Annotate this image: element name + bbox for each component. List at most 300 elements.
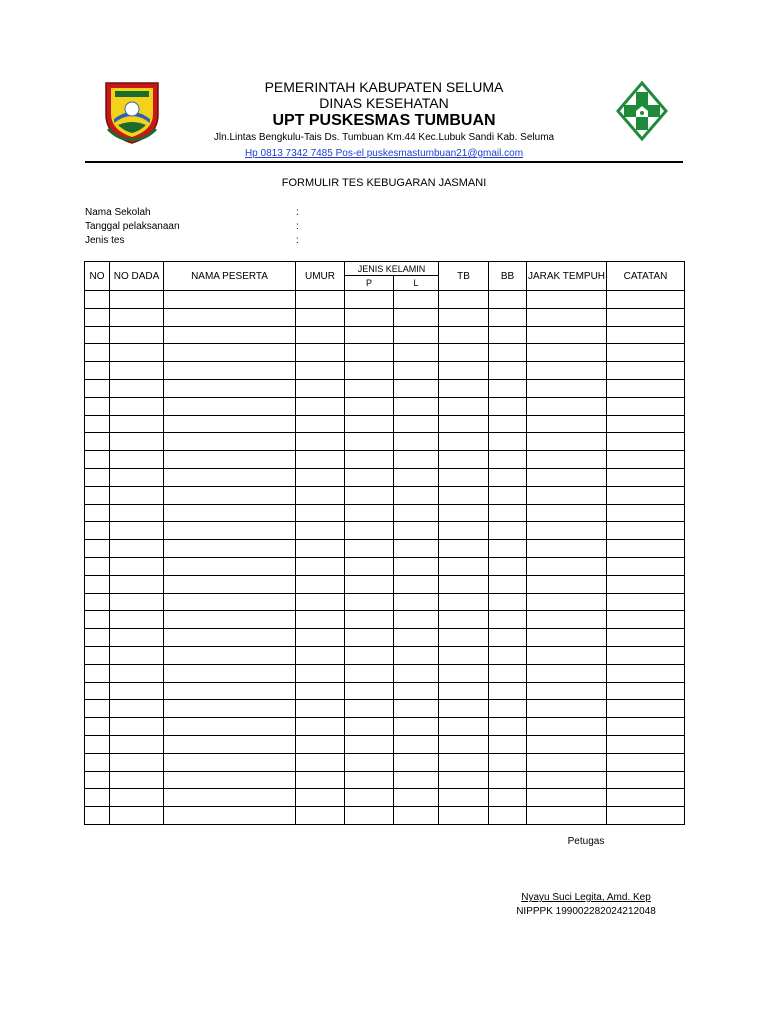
table-cell[interactable] xyxy=(607,629,685,647)
table-cell[interactable] xyxy=(394,451,439,469)
table-cell[interactable] xyxy=(607,807,685,825)
table-cell[interactable] xyxy=(85,540,110,558)
table-cell[interactable] xyxy=(607,664,685,682)
table-cell[interactable] xyxy=(85,753,110,771)
table-cell[interactable] xyxy=(85,379,110,397)
table-cell[interactable] xyxy=(164,522,296,540)
table-cell[interactable] xyxy=(110,611,164,629)
table-cell[interactable] xyxy=(394,415,439,433)
table-cell[interactable] xyxy=(345,789,394,807)
table-cell[interactable] xyxy=(527,807,607,825)
table-cell[interactable] xyxy=(110,753,164,771)
table-cell[interactable] xyxy=(394,522,439,540)
table-cell[interactable] xyxy=(345,522,394,540)
table-cell[interactable] xyxy=(607,433,685,451)
table-cell[interactable] xyxy=(527,646,607,664)
table-cell[interactable] xyxy=(110,664,164,682)
table-cell[interactable] xyxy=(345,735,394,753)
table-cell[interactable] xyxy=(164,397,296,415)
table-cell[interactable] xyxy=(527,611,607,629)
table-cell[interactable] xyxy=(296,415,345,433)
table-cell[interactable] xyxy=(607,557,685,575)
table-cell[interactable] xyxy=(394,291,439,309)
table-cell[interactable] xyxy=(110,718,164,736)
table-cell[interactable] xyxy=(85,486,110,504)
table-cell[interactable] xyxy=(439,807,489,825)
table-cell[interactable] xyxy=(439,397,489,415)
table-cell[interactable] xyxy=(489,522,527,540)
table-cell[interactable] xyxy=(345,379,394,397)
table-cell[interactable] xyxy=(489,486,527,504)
table-cell[interactable] xyxy=(439,753,489,771)
table-cell[interactable] xyxy=(164,540,296,558)
table-cell[interactable] xyxy=(607,682,685,700)
table-cell[interactable] xyxy=(296,807,345,825)
table-cell[interactable] xyxy=(439,486,489,504)
table-cell[interactable] xyxy=(489,397,527,415)
table-cell[interactable] xyxy=(345,753,394,771)
table-cell[interactable] xyxy=(489,575,527,593)
table-cell[interactable] xyxy=(489,718,527,736)
table-cell[interactable] xyxy=(164,789,296,807)
header-contact-link[interactable]: Hp 0813 7342 7485 Pos-el puskesmastumbuan21@gmail.com xyxy=(244,148,524,159)
table-cell[interactable] xyxy=(489,540,527,558)
table-cell[interactable] xyxy=(394,807,439,825)
table-cell[interactable] xyxy=(110,771,164,789)
table-cell[interactable] xyxy=(489,789,527,807)
table-cell[interactable] xyxy=(607,789,685,807)
table-cell[interactable] xyxy=(607,700,685,718)
table-cell[interactable] xyxy=(296,771,345,789)
table-cell[interactable] xyxy=(164,344,296,362)
table-cell[interactable] xyxy=(85,682,110,700)
table-cell[interactable] xyxy=(439,789,489,807)
table-cell[interactable] xyxy=(164,593,296,611)
table-cell[interactable] xyxy=(296,504,345,522)
table-cell[interactable] xyxy=(527,682,607,700)
table-cell[interactable] xyxy=(489,771,527,789)
table-cell[interactable] xyxy=(85,611,110,629)
table-cell[interactable] xyxy=(489,504,527,522)
table-cell[interactable] xyxy=(607,735,685,753)
table-cell[interactable] xyxy=(85,522,110,540)
table-cell[interactable] xyxy=(527,504,607,522)
table-cell[interactable] xyxy=(394,486,439,504)
table-cell[interactable] xyxy=(164,611,296,629)
table-cell[interactable] xyxy=(439,291,489,309)
table-cell[interactable] xyxy=(489,326,527,344)
table-cell[interactable] xyxy=(296,362,345,380)
table-cell[interactable] xyxy=(607,468,685,486)
table-cell[interactable] xyxy=(607,415,685,433)
table-cell[interactable] xyxy=(110,344,164,362)
table-cell[interactable] xyxy=(527,291,607,309)
table-cell[interactable] xyxy=(164,700,296,718)
table-cell[interactable] xyxy=(85,735,110,753)
table-cell[interactable] xyxy=(394,789,439,807)
table-cell[interactable] xyxy=(110,433,164,451)
table-cell[interactable] xyxy=(85,344,110,362)
table-cell[interactable] xyxy=(439,468,489,486)
table-cell[interactable] xyxy=(489,308,527,326)
table-cell[interactable] xyxy=(85,308,110,326)
table-cell[interactable] xyxy=(164,486,296,504)
table-cell[interactable] xyxy=(527,451,607,469)
table-cell[interactable] xyxy=(607,308,685,326)
table-cell[interactable] xyxy=(607,486,685,504)
table-cell[interactable] xyxy=(439,540,489,558)
table-cell[interactable] xyxy=(527,362,607,380)
table-cell[interactable] xyxy=(296,379,345,397)
table-cell[interactable] xyxy=(489,291,527,309)
table-cell[interactable] xyxy=(296,718,345,736)
table-cell[interactable] xyxy=(296,557,345,575)
table-cell[interactable] xyxy=(85,504,110,522)
table-cell[interactable] xyxy=(439,735,489,753)
table-cell[interactable] xyxy=(85,415,110,433)
table-cell[interactable] xyxy=(345,664,394,682)
table-cell[interactable] xyxy=(164,326,296,344)
table-cell[interactable] xyxy=(527,415,607,433)
table-cell[interactable] xyxy=(607,451,685,469)
table-cell[interactable] xyxy=(394,397,439,415)
table-cell[interactable] xyxy=(394,753,439,771)
table-cell[interactable] xyxy=(164,753,296,771)
table-cell[interactable] xyxy=(439,629,489,647)
table-cell[interactable] xyxy=(439,718,489,736)
table-cell[interactable] xyxy=(527,789,607,807)
table-cell[interactable] xyxy=(345,486,394,504)
table-cell[interactable] xyxy=(439,433,489,451)
table-cell[interactable] xyxy=(527,753,607,771)
table-cell[interactable] xyxy=(439,504,489,522)
table-cell[interactable] xyxy=(489,468,527,486)
table-cell[interactable] xyxy=(164,629,296,647)
table-cell[interactable] xyxy=(164,291,296,309)
table-cell[interactable] xyxy=(345,557,394,575)
table-cell[interactable] xyxy=(345,718,394,736)
table-cell[interactable] xyxy=(439,362,489,380)
table-cell[interactable] xyxy=(164,433,296,451)
table-cell[interactable] xyxy=(110,451,164,469)
table-cell[interactable] xyxy=(527,718,607,736)
table-cell[interactable] xyxy=(345,593,394,611)
table-cell[interactable] xyxy=(110,700,164,718)
table-cell[interactable] xyxy=(345,682,394,700)
table-cell[interactable] xyxy=(85,771,110,789)
table-cell[interactable] xyxy=(394,468,439,486)
table-cell[interactable] xyxy=(394,664,439,682)
table-cell[interactable] xyxy=(527,326,607,344)
table-cell[interactable] xyxy=(110,593,164,611)
table-cell[interactable] xyxy=(527,629,607,647)
table-cell[interactable] xyxy=(527,433,607,451)
table-cell[interactable] xyxy=(394,344,439,362)
table-cell[interactable] xyxy=(296,486,345,504)
table-cell[interactable] xyxy=(527,735,607,753)
table-cell[interactable] xyxy=(394,682,439,700)
table-cell[interactable] xyxy=(394,433,439,451)
table-cell[interactable] xyxy=(345,575,394,593)
table-cell[interactable] xyxy=(489,664,527,682)
table-cell[interactable] xyxy=(489,344,527,362)
table-cell[interactable] xyxy=(164,362,296,380)
table-cell[interactable] xyxy=(439,326,489,344)
table-cell[interactable] xyxy=(164,308,296,326)
table-cell[interactable] xyxy=(85,593,110,611)
table-cell[interactable] xyxy=(607,326,685,344)
table-cell[interactable] xyxy=(296,611,345,629)
table-cell[interactable] xyxy=(345,468,394,486)
table-cell[interactable] xyxy=(489,735,527,753)
table-cell[interactable] xyxy=(489,682,527,700)
table-cell[interactable] xyxy=(394,379,439,397)
table-cell[interactable] xyxy=(110,807,164,825)
table-cell[interactable] xyxy=(439,415,489,433)
table-cell[interactable] xyxy=(110,308,164,326)
table-cell[interactable] xyxy=(527,664,607,682)
table-cell[interactable] xyxy=(164,664,296,682)
table-cell[interactable] xyxy=(607,771,685,789)
table-cell[interactable] xyxy=(607,646,685,664)
table-cell[interactable] xyxy=(85,433,110,451)
table-cell[interactable] xyxy=(85,557,110,575)
table-cell[interactable] xyxy=(489,362,527,380)
table-cell[interactable] xyxy=(164,646,296,664)
table-cell[interactable] xyxy=(296,344,345,362)
table-cell[interactable] xyxy=(164,718,296,736)
table-cell[interactable] xyxy=(607,291,685,309)
table-cell[interactable] xyxy=(110,415,164,433)
table-cell[interactable] xyxy=(489,593,527,611)
table-cell[interactable] xyxy=(527,557,607,575)
table-cell[interactable] xyxy=(439,646,489,664)
table-cell[interactable] xyxy=(345,646,394,664)
table-cell[interactable] xyxy=(85,397,110,415)
table-cell[interactable] xyxy=(296,682,345,700)
table-cell[interactable] xyxy=(110,504,164,522)
table-cell[interactable] xyxy=(439,700,489,718)
table-cell[interactable] xyxy=(439,557,489,575)
table-cell[interactable] xyxy=(527,771,607,789)
table-cell[interactable] xyxy=(85,326,110,344)
table-cell[interactable] xyxy=(164,415,296,433)
table-cell[interactable] xyxy=(394,735,439,753)
table-cell[interactable] xyxy=(85,451,110,469)
table-cell[interactable] xyxy=(85,789,110,807)
table-cell[interactable] xyxy=(439,451,489,469)
table-cell[interactable] xyxy=(296,646,345,664)
table-cell[interactable] xyxy=(296,700,345,718)
table-cell[interactable] xyxy=(439,664,489,682)
table-cell[interactable] xyxy=(110,468,164,486)
table-cell[interactable] xyxy=(607,522,685,540)
table-cell[interactable] xyxy=(394,504,439,522)
table-cell[interactable] xyxy=(607,575,685,593)
table-cell[interactable] xyxy=(296,593,345,611)
table-cell[interactable] xyxy=(345,291,394,309)
table-cell[interactable] xyxy=(345,308,394,326)
table-cell[interactable] xyxy=(296,468,345,486)
table-cell[interactable] xyxy=(527,308,607,326)
table-cell[interactable] xyxy=(527,486,607,504)
table-cell[interactable] xyxy=(607,344,685,362)
table-cell[interactable] xyxy=(394,611,439,629)
table-cell[interactable] xyxy=(394,308,439,326)
table-cell[interactable] xyxy=(85,807,110,825)
table-cell[interactable] xyxy=(296,308,345,326)
table-cell[interactable] xyxy=(164,575,296,593)
table-cell[interactable] xyxy=(164,807,296,825)
table-cell[interactable] xyxy=(394,629,439,647)
table-cell[interactable] xyxy=(439,522,489,540)
table-cell[interactable] xyxy=(85,700,110,718)
table-cell[interactable] xyxy=(296,291,345,309)
table-cell[interactable] xyxy=(85,291,110,309)
table-cell[interactable] xyxy=(164,451,296,469)
table-cell[interactable] xyxy=(110,540,164,558)
table-cell[interactable] xyxy=(607,504,685,522)
table-cell[interactable] xyxy=(527,344,607,362)
table-cell[interactable] xyxy=(85,629,110,647)
table-cell[interactable] xyxy=(110,522,164,540)
table-cell[interactable] xyxy=(345,611,394,629)
table-cell[interactable] xyxy=(296,753,345,771)
table-cell[interactable] xyxy=(296,540,345,558)
table-cell[interactable] xyxy=(345,344,394,362)
table-cell[interactable] xyxy=(296,629,345,647)
table-cell[interactable] xyxy=(345,540,394,558)
table-cell[interactable] xyxy=(110,379,164,397)
table-cell[interactable] xyxy=(527,593,607,611)
table-cell[interactable] xyxy=(439,344,489,362)
table-cell[interactable] xyxy=(439,611,489,629)
table-cell[interactable] xyxy=(607,753,685,771)
table-cell[interactable] xyxy=(296,433,345,451)
table-cell[interactable] xyxy=(110,735,164,753)
table-cell[interactable] xyxy=(164,379,296,397)
table-cell[interactable] xyxy=(489,646,527,664)
table-cell[interactable] xyxy=(345,451,394,469)
table-cell[interactable] xyxy=(527,540,607,558)
table-cell[interactable] xyxy=(110,362,164,380)
table-cell[interactable] xyxy=(439,593,489,611)
table-cell[interactable] xyxy=(394,575,439,593)
table-cell[interactable] xyxy=(607,593,685,611)
table-cell[interactable] xyxy=(345,700,394,718)
table-cell[interactable] xyxy=(527,522,607,540)
table-cell[interactable] xyxy=(110,486,164,504)
table-cell[interactable] xyxy=(394,718,439,736)
table-cell[interactable] xyxy=(345,504,394,522)
table-cell[interactable] xyxy=(607,611,685,629)
table-cell[interactable] xyxy=(489,629,527,647)
table-cell[interactable] xyxy=(85,664,110,682)
table-cell[interactable] xyxy=(394,646,439,664)
table-cell[interactable] xyxy=(110,646,164,664)
table-cell[interactable] xyxy=(489,415,527,433)
table-cell[interactable] xyxy=(439,308,489,326)
table-cell[interactable] xyxy=(85,362,110,380)
table-cell[interactable] xyxy=(110,557,164,575)
table-cell[interactable] xyxy=(296,735,345,753)
table-cell[interactable] xyxy=(164,735,296,753)
table-cell[interactable] xyxy=(110,789,164,807)
table-cell[interactable] xyxy=(489,700,527,718)
table-cell[interactable] xyxy=(110,397,164,415)
table-cell[interactable] xyxy=(85,468,110,486)
table-cell[interactable] xyxy=(489,753,527,771)
table-cell[interactable] xyxy=(345,362,394,380)
table-cell[interactable] xyxy=(296,664,345,682)
table-cell[interactable] xyxy=(439,682,489,700)
table-cell[interactable] xyxy=(489,433,527,451)
table-cell[interactable] xyxy=(110,291,164,309)
table-cell[interactable] xyxy=(345,629,394,647)
table-cell[interactable] xyxy=(345,807,394,825)
table-cell[interactable] xyxy=(439,379,489,397)
table-cell[interactable] xyxy=(394,362,439,380)
table-cell[interactable] xyxy=(394,557,439,575)
table-cell[interactable] xyxy=(607,379,685,397)
table-cell[interactable] xyxy=(607,362,685,380)
table-cell[interactable] xyxy=(85,646,110,664)
table-cell[interactable] xyxy=(607,540,685,558)
table-cell[interactable] xyxy=(489,557,527,575)
table-cell[interactable] xyxy=(85,575,110,593)
table-cell[interactable] xyxy=(345,397,394,415)
table-cell[interactable] xyxy=(489,451,527,469)
table-cell[interactable] xyxy=(164,771,296,789)
table-cell[interactable] xyxy=(85,718,110,736)
table-cell[interactable] xyxy=(164,682,296,700)
table-cell[interactable] xyxy=(110,629,164,647)
table-cell[interactable] xyxy=(345,433,394,451)
table-cell[interactable] xyxy=(489,807,527,825)
table-cell[interactable] xyxy=(489,379,527,397)
table-cell[interactable] xyxy=(527,575,607,593)
table-cell[interactable] xyxy=(110,575,164,593)
table-cell[interactable] xyxy=(296,326,345,344)
table-cell[interactable] xyxy=(296,522,345,540)
table-cell[interactable] xyxy=(394,593,439,611)
table-cell[interactable] xyxy=(394,326,439,344)
table-cell[interactable] xyxy=(394,700,439,718)
table-cell[interactable] xyxy=(345,326,394,344)
table-cell[interactable] xyxy=(345,771,394,789)
table-cell[interactable] xyxy=(164,504,296,522)
table-cell[interactable] xyxy=(394,540,439,558)
table-cell[interactable] xyxy=(296,789,345,807)
table-cell[interactable] xyxy=(296,397,345,415)
table-cell[interactable] xyxy=(527,468,607,486)
table-cell[interactable] xyxy=(296,451,345,469)
table-cell[interactable] xyxy=(110,326,164,344)
table-cell[interactable] xyxy=(527,397,607,415)
table-cell[interactable] xyxy=(607,397,685,415)
table-cell[interactable] xyxy=(164,468,296,486)
table-cell[interactable] xyxy=(394,771,439,789)
table-cell[interactable] xyxy=(345,415,394,433)
table-cell[interactable] xyxy=(439,771,489,789)
table-cell[interactable] xyxy=(527,700,607,718)
table-cell[interactable] xyxy=(607,718,685,736)
table-cell[interactable] xyxy=(489,611,527,629)
table-cell[interactable] xyxy=(164,557,296,575)
table-cell[interactable] xyxy=(110,682,164,700)
table-cell[interactable] xyxy=(527,379,607,397)
table-cell[interactable] xyxy=(439,575,489,593)
